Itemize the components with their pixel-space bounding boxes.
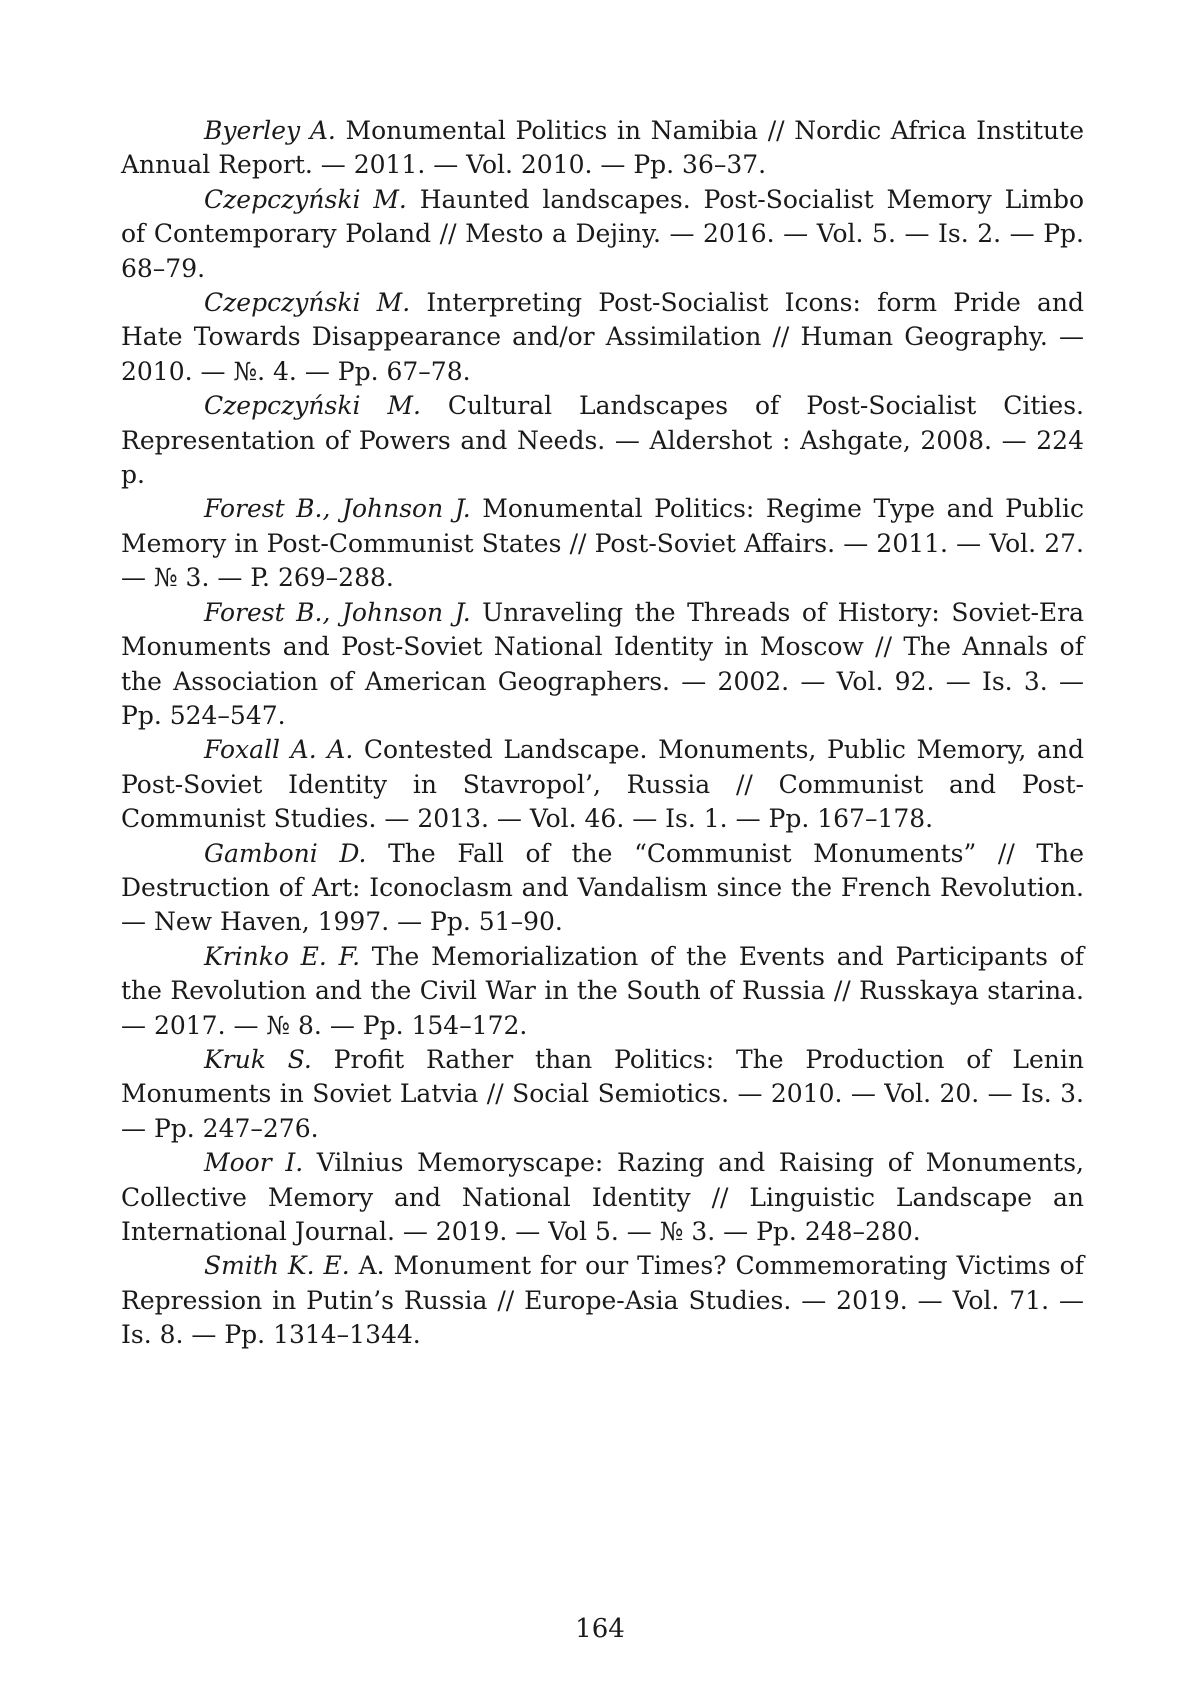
reference-author: Moor I. (204, 1148, 304, 1178)
reference-text: Profit Rather than Politics: The Production of Lenin Monuments in Soviet Latvia // Social Semiotics. — 2010. — Vol. 20. — Is. 3. — Pp. 247–276. (121, 1044, 1084, 1143)
reference-text: Vilnius Memoryscape: Razing and Raising of Monuments, Collective Memory and National Identity // Linguistic Landscape an International Journal. — 2019. — Vol 5. — № 3. — Pp. 248–280. (121, 1148, 1084, 1246)
reference-author: Foxall A. A. (204, 735, 354, 765)
reference-text: The Memorialization of the Events and Participants of the Revolution and the Civil War in the South of Russia // Russkaya starina. — 2017. — № 8. — Pp. 154–172. (121, 941, 1084, 1040)
reference-text: Monumental Politics: Regime Type and Public Memory in Post-Communist States // Post-Soviet Affairs. — 2011. — Vol. 27. — № 3. — P. 269–288. (121, 494, 1085, 593)
reference-author: Smith K. E. (204, 1251, 350, 1281)
reference-author: Forest B., Johnson J. (204, 597, 471, 627)
reference-author: Gamboni D. (204, 838, 367, 868)
reference-entry (121, 940, 1084, 1043)
reference-text: Monumental Politics in Namibia // Nordic Africa Institute Annual Report. — 2011. — Vol. 2010. — Pp. 36–37. (121, 116, 1084, 180)
reference-entry (121, 837, 1084, 940)
reference-author: Kruk S. (204, 1044, 312, 1074)
reference-author: Czepczyński M. (204, 288, 411, 318)
reference-entry (121, 492, 1084, 595)
reference-entry (121, 1146, 1084, 1249)
reference-author: Forest B., Johnson J. (204, 494, 471, 524)
reference-text: Haunted landscapes. Post-Socialist Memory Limbo of Contemporary Poland // Mesto a Dejiny. — 2016. — Vol. 5. — Is. 2. — Pp. 68–79. (121, 184, 1085, 283)
reference-entry (121, 286, 1084, 389)
reference-entry (121, 183, 1084, 286)
reference-entry (121, 733, 1084, 836)
reference-text: The Fall of the “Communist Monuments” // The Destruction of Art: Iconoclasm and Vandalism since the French Revolution. — New Haven, 1997. — Pp. 51–90. (121, 838, 1084, 937)
reference-entry (121, 114, 1084, 183)
reference-author: Byerley A. (204, 116, 336, 145)
reference-list (121, 114, 1084, 1353)
reference-author: Krinko E. F. (204, 941, 361, 971)
reference-text: Interpreting Post-Socialist Icons: form Pride and Hate Towards Disappearance and/or Assimilation // Human Geography. — 2010. — №. 4. — Pp. 67–78. (121, 288, 1084, 386)
reference-text: Unraveling the Threads of History: Soviet-Era Monuments and Post-Soviet National Identity in Moscow // The Annals of the Association of American Geographers. — 2002. — Vol. 92. — Is. 3. — Pp. 524–547. (121, 597, 1085, 730)
reference-entry (121, 1249, 1084, 1352)
reference-text: Contested Landscape. Monuments, Public Memory, and Post-Soviet Identity in Stavropol’, Russia // Communist and Post-Communist Studies. — 2013. — Vol. 46. — Is. 1. — Pp. 167–178. (121, 735, 1085, 834)
reference-entry (121, 596, 1084, 734)
reference-author: Czepczyński M. (204, 184, 407, 214)
reference-text: A. Monument for our Times? Commemorating Victims of Repression in Putin’s Russia // Europe-Asia Studies. — 2019. — Vol. 71. — Is. 8. — Pp. 1314–1344. (121, 1251, 1084, 1350)
page-number: 164 (575, 1614, 625, 1644)
reference-entry (121, 389, 1084, 492)
reference-entry (121, 1043, 1084, 1146)
reference-text: Cultural Landscapes of Post-Socialist Cities. Representation of Powers and Needs. — Aldershot : Ashgate, 2008. — 224 p. (121, 391, 1084, 490)
reference-author: Czepczyński M. (204, 391, 421, 421)
